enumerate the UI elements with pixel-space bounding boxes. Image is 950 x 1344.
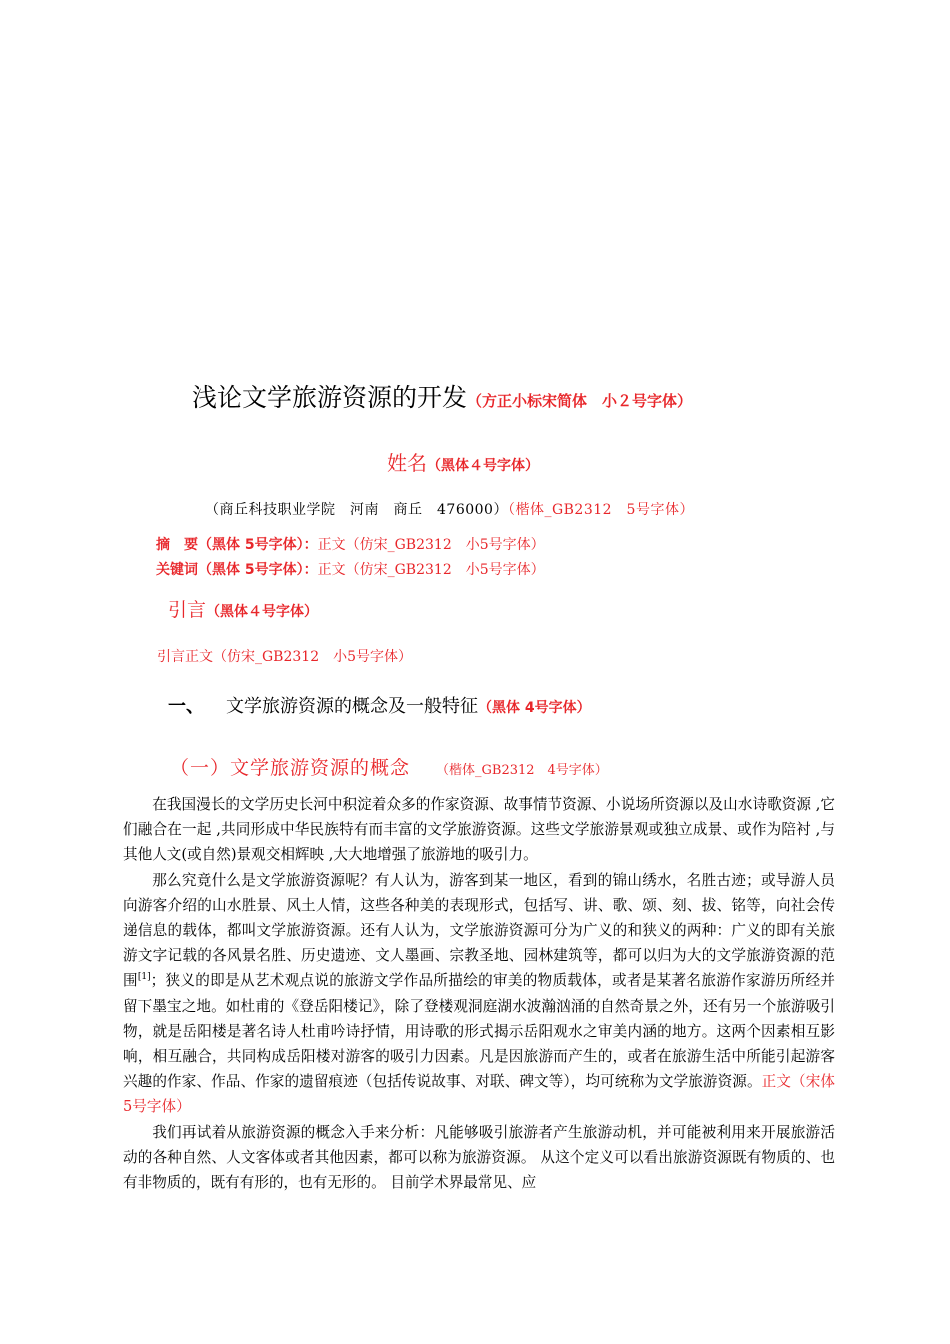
keywords-line [156,559,545,579]
paragraph-1: 在我国漫长的文学历史长河中积淀着众多的作家资源、故事情节资源、小说场所资源以及山水诗歌资源 ,它们融合在一起 ,共同形成中华民族特有而丰富的文学旅游资源。这些文学旅游景观或独立成景、或作为陪衬 ,与其他人文(或自然)景观交相辉映 ,大大地增强了旅游地的吸引力。 [123,796,835,864]
section-number: 一、 [168,696,204,717]
intro-heading-note: （黑体４号字体） [206,604,319,620]
keywords-text: 正文（仿宋_GB2312 小5号字体） [317,562,545,578]
author-name: 姓名 [387,451,427,475]
affiliation-line [205,499,694,519]
subsection-title: （一）文学旅游资源的概念 [170,757,411,779]
affiliation-font-note: （楷体_GB2312 5号字体） [507,502,694,518]
subsection-font-note: （楷体_GB2312 4号字体） [436,763,608,778]
author-font-note: （黑体４号字体） [427,458,539,474]
section-title: 文学旅游资源的概念及一般特征 [226,696,478,717]
section-heading-1 [168,692,591,718]
paragraph-3: 我们再试着从旅游资源的概念入手来分析：凡能够吸引旅游者产生旅游动机，并可能被利用来开展旅游活动的各种自然、人文客体或者其他因素，都可以称为旅游资源。 从这个定义可以看出旅游资源既有物质的、也有非物质的，既有有形的，也有无形的。 目前学术界最常见、应 [123,1123,835,1192]
title-font-note: （方正小标宋简体 小２号字体） [467,392,693,410]
author-line [387,447,539,476]
citation-ref: [1] [137,972,151,983]
abstract-text: 正文（仿宋_GB2312 小5号字体） [317,537,545,553]
paragraph-2-part-a: 那么究竟什么是文学旅游资源呢？有人认为，游客到某一地区，看到的锦山绣水，名胜古迹；或导游人员向游客介绍的山水胜景、风土人情，这些各种美的表现形式，包括写、讲、歌、颂、刻、拔、铭等，向社会传递信息的载体，都叫文学旅游资源。还有人认为，文学旅游资源可分为广义的和狭义的两种：广义的即有关旅游文字记载的各风景名胜、历史遗迹、文人墨画、宗教圣地、园林建筑等，都可以归为大的文学旅游资源的范围 [123,871,835,990]
paragraph-2 [123,868,850,1120]
section-font-note: （黑体 4号字体） [478,700,591,716]
body-font-note: 正文（宋体 5号字体） [123,1073,850,1116]
paper-title [192,378,692,414]
abstract-line [156,534,545,554]
keywords-label: 关键词（黑体 5号字体）： [156,562,318,578]
paragraph-2-part-b: ；狭义的即是从艺术观点说的旅游文学作品所描绘的审美的物质载体，或者是某著名旅游作家游历所经并留下墨宝之地。如杜甫的《登岳阳楼记》，除了登楼观洞庭湖水波瀚汹涌的自然奇景之外，还有另一个旅游吸引物，就是岳阳楼是著名诗人杜甫吟诗抒情，用诗歌的形式揭示岳阳观水之审美内涵的地方。这两个因素相互影响，相互融合，共同构成岳阳楼对游客的吸引力因素。凡是因旅游而产生的，或者在旅游生活中所能引起游客兴趣的作家、作品、作家的遗留痕迹（包括传说故事、对联、碑文等），均可统称为文学旅游资源。 [123,972,835,1091]
intro-heading-text: 引言 [168,599,207,621]
abstract-label: 摘 要（黑体 5号字体）： [156,537,318,553]
intro-heading [168,595,318,622]
title-text: 浅论文学旅游资源的开发 [192,383,468,412]
subsection-heading-1 [170,753,608,780]
body-text [123,792,850,1195]
affiliation-text: （商丘科技职业学院 河南 商丘 476000） [205,502,508,518]
intro-body: 引言正文（仿宋_GB2312 小5号字体） [157,649,413,665]
